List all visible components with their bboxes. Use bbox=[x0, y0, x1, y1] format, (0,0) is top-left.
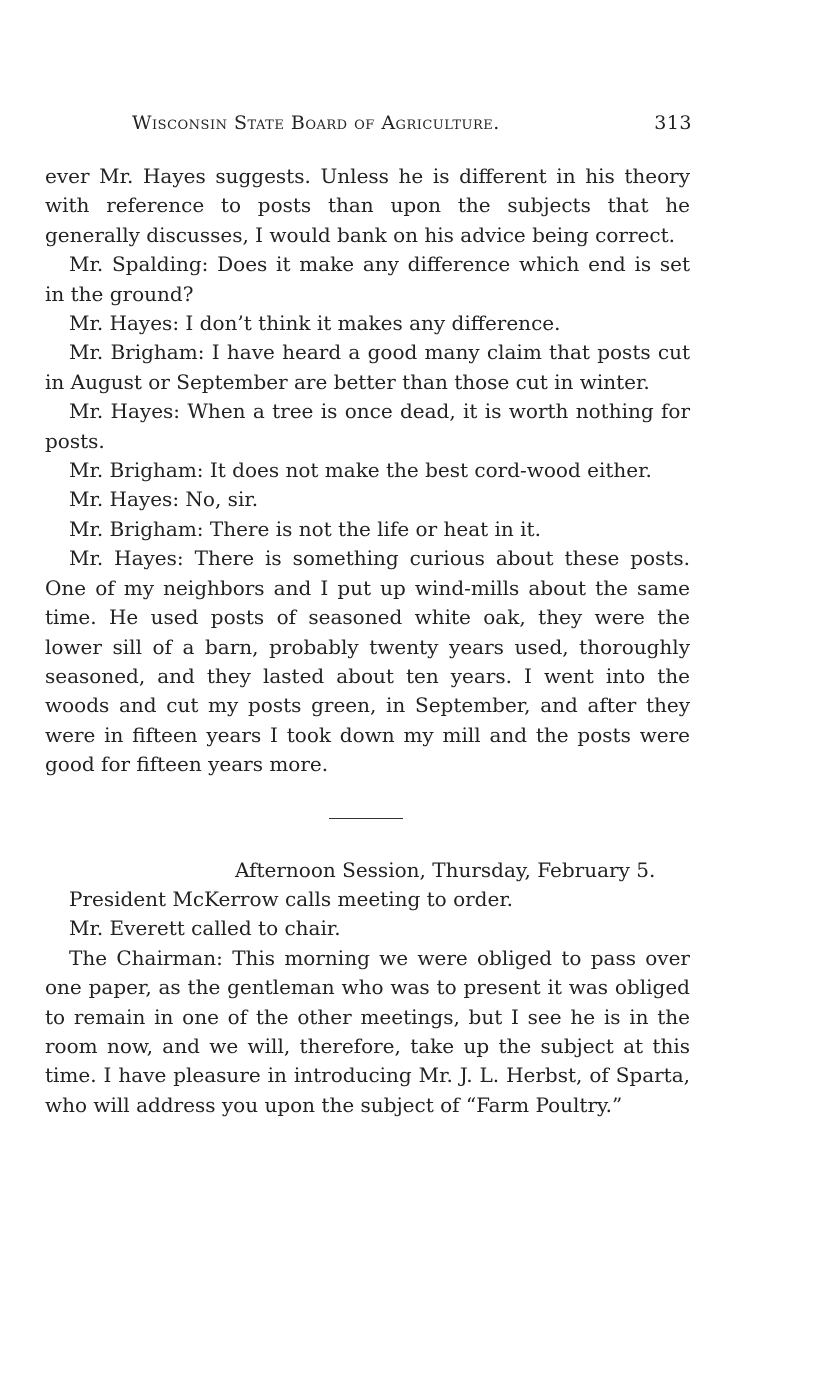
paragraph-text: There is not the life or heat in it. bbox=[209, 516, 541, 541]
speaker-label: Mr. Hayes: bbox=[69, 487, 180, 512]
page-number: 313 bbox=[654, 112, 692, 134]
speaker-label: Mr. Hayes: bbox=[69, 311, 180, 336]
paragraph-text: I don’t think it makes any difference. bbox=[185, 311, 561, 336]
paragraph bbox=[45, 885, 690, 914]
section-divider bbox=[329, 818, 403, 819]
paragraph-text: There is something curious about these posts. One of my neighbors and I put up wind-mills about the same time. He used posts of seasoned white oak, they were the lower sill of a barn, probably twenty years used, thoroughly seasoned, and they lasted about ten years. I went into the woods and cut my posts green, in September, and after they were in fifteen years I took down my mill and the posts were good for fifteen years more. bbox=[45, 546, 691, 777]
paragraph-text: I have heard a good many claim that posts cut in August or September are better than those cut in winter. bbox=[45, 340, 691, 394]
paragraph bbox=[45, 544, 690, 779]
paragraph-text: No, sir. bbox=[185, 487, 259, 512]
paragraph bbox=[45, 485, 690, 514]
paragraph bbox=[45, 944, 690, 1120]
paragraph bbox=[45, 914, 690, 943]
page-body bbox=[45, 162, 690, 1120]
paragraph-text: This morning we were obliged to pass over one paper, as the gentleman who was to present it was obliged to remain in one of the other meetings, but I see he is in the room now, and we will, therefore, take up the subject at this time. I have pleasure in introducing Mr. J. L. Herbst, of Sparta, who will address you upon the subject of “Farm Poultry.” bbox=[45, 945, 690, 1117]
running-title: Wisconsin State Board of Agriculture. bbox=[132, 112, 500, 134]
speaker-label: Mr. Brigham: bbox=[69, 458, 204, 483]
paragraph bbox=[45, 250, 690, 309]
paragraph bbox=[45, 162, 690, 250]
paragraph bbox=[45, 515, 690, 544]
paragraph-text: President McKerrow calls meeting to order. bbox=[69, 886, 514, 911]
speaker-label: Mr. Hayes: bbox=[69, 399, 181, 424]
session-heading: Afternoon Session, Thursday, February 5. bbox=[235, 857, 656, 882]
speaker-label: Mr. Spalding: bbox=[69, 252, 209, 277]
paragraph-text: Does it make any difference which end is set in the ground? bbox=[45, 252, 690, 306]
paragraph-text: Mr. Everett called to chair. bbox=[69, 916, 341, 941]
paragraph-text: It does not make the best cord-wood either. bbox=[209, 458, 652, 483]
paragraph-text: ever Mr. Hayes suggests. Unless he is different in his theory with reference to posts than upon the subjects that he generally discusses, I would bank on his advice being correct. bbox=[45, 164, 690, 247]
paragraph bbox=[45, 338, 690, 397]
paragraph bbox=[45, 397, 690, 456]
speaker-label: Mr. Brigham: bbox=[69, 340, 205, 365]
running-header bbox=[132, 112, 692, 142]
paragraph-text: When a tree is once dead, it is worth nothing for posts. bbox=[45, 399, 691, 453]
paragraph bbox=[45, 309, 690, 338]
speaker-label: The Chairman: bbox=[69, 945, 223, 970]
speaker-label: Mr. Brigham: bbox=[69, 516, 204, 541]
paragraph bbox=[45, 456, 690, 485]
speaker-label: Mr. Hayes: bbox=[69, 546, 184, 571]
